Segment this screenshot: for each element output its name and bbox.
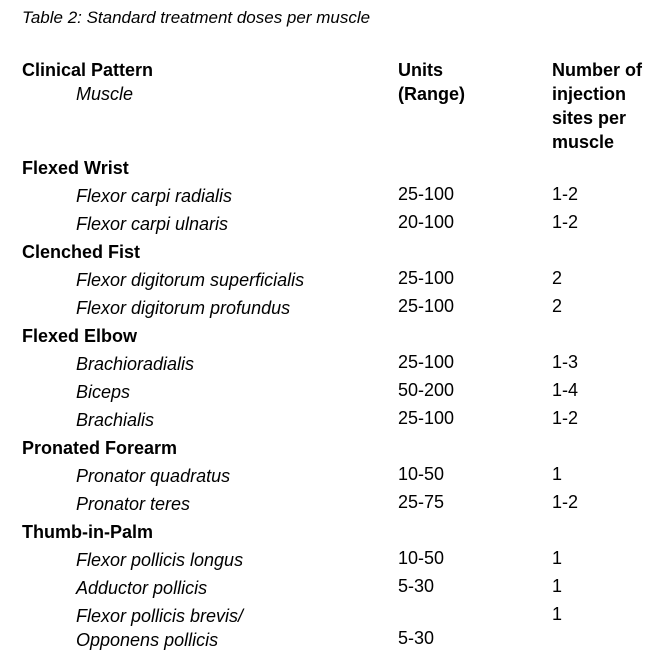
header-sites-line-4: muscle	[552, 132, 615, 152]
units-range: 10-50	[398, 548, 445, 568]
header-units-line-1: Units	[398, 60, 443, 80]
header-sites-line-2: injection	[552, 84, 627, 104]
units-range: 10-50	[398, 464, 445, 484]
group-heading: Pronated Forearm	[22, 438, 178, 458]
group-heading: Thumb-in-Palm	[22, 522, 153, 542]
units-range: 50-200	[398, 380, 455, 400]
group-heading: Flexed Elbow	[22, 326, 138, 346]
muscle-name: Flexor digitorum superficialis	[76, 270, 305, 290]
units-range: 25-75	[398, 492, 445, 512]
header-units-line-2: (Range)	[398, 84, 465, 104]
muscle-name: Opponens pollicis	[76, 630, 219, 650]
injection-sites: 1-2	[552, 184, 579, 204]
injection-sites: 2	[552, 268, 563, 288]
muscle-name: Pronator quadratus	[76, 466, 231, 486]
header-muscle: Muscle	[76, 84, 134, 104]
group-heading: Clenched Fist	[22, 242, 141, 262]
muscle-name: Flexor carpi radialis	[76, 186, 233, 206]
muscle-name: Flexor digitorum profundus	[76, 298, 291, 318]
injection-sites: 1	[552, 548, 563, 568]
injection-sites: 1-2	[552, 492, 579, 512]
units-range: 25-100	[398, 408, 455, 428]
muscle-name: Flexor pollicis brevis/	[76, 606, 244, 626]
muscle-name: Flexor pollicis longus	[76, 550, 244, 570]
injection-sites: 1	[552, 464, 563, 484]
units-range: 25-100	[398, 184, 455, 204]
muscle-name: Biceps	[76, 382, 131, 402]
injection-sites: 1-2	[552, 212, 579, 232]
muscle-name: Adductor pollicis	[76, 578, 208, 598]
muscle-name: Pronator teres	[76, 494, 191, 514]
injection-sites: 1-3	[552, 352, 579, 372]
header-units	[398, 58, 465, 106]
injection-sites: 1	[552, 604, 563, 624]
muscle-name: Brachialis	[76, 410, 155, 430]
header-clinical-pattern: Clinical Pattern	[22, 60, 154, 80]
units-range: 5-30	[398, 628, 435, 648]
muscle-name: Brachioradialis	[76, 354, 195, 374]
injection-sites: 2	[552, 296, 563, 316]
units-range: 25-100	[398, 352, 455, 372]
header-sites-line-1: Number of	[552, 60, 642, 80]
injection-sites: 1	[552, 576, 563, 596]
injection-sites: 1-4	[552, 380, 579, 400]
header-sites-line-3: sites per	[552, 108, 627, 128]
units-range: 25-100	[398, 296, 455, 316]
injection-sites: 1-2	[552, 408, 579, 428]
table-caption: Table 2: Standard treatment doses per muscle	[22, 8, 371, 27]
units-range: 20-100	[398, 212, 455, 232]
units-range: 25-100	[398, 268, 455, 288]
header-injection-sites	[552, 58, 642, 154]
muscle-name: Flexor carpi ulnaris	[76, 214, 229, 234]
group-heading: Flexed Wrist	[22, 158, 129, 178]
units-range: 5-30	[398, 576, 435, 596]
